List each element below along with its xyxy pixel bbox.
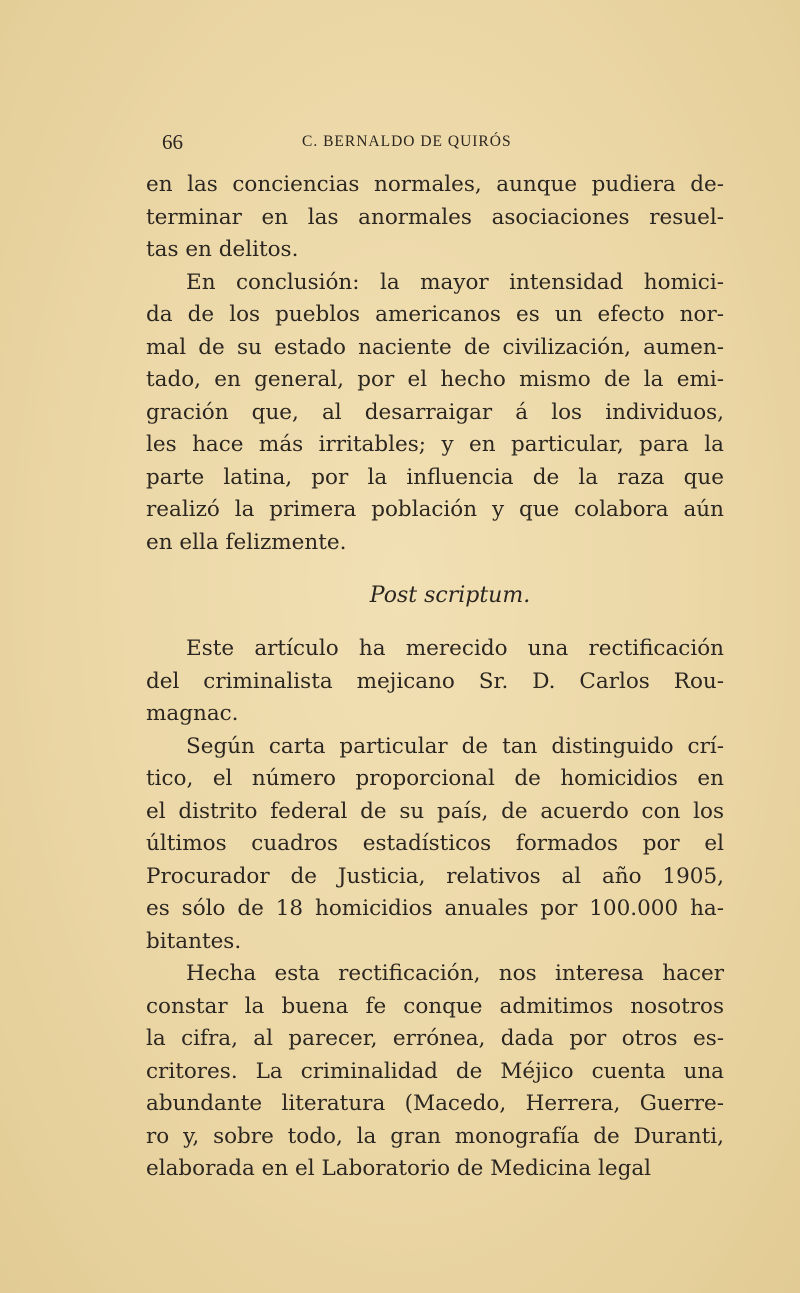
text-line: la cifra, al parecer, errónea, dada por otros es- [146,1026,724,1051]
text-line: En conclusión: la mayor intensidad homici- [186,269,724,295]
paragraph [146,267,724,560]
paragraph [146,731,724,959]
text-line: da de los pueblos americanos es un efecto nor- [146,302,724,327]
text-line: elaborada en el Laboratorio de Medicina legal [146,1156,652,1181]
text-line: parte latina, por la influencia de la raza que [146,464,724,490]
section-title: Post scriptum. [369,583,531,608]
text-line: terminar en las anormales asociaciones resuel- [146,204,724,230]
text-line: últimos cuadros estadísticos formados por el [146,831,724,856]
text-line: el distrito federal de su país, de acuerdo con los [146,798,724,824]
text-line: en ella felizmente. [146,529,347,555]
page-header [162,130,592,160]
text-line: mal de su estado naciente de civilización, aumen- [146,334,724,360]
text-line: bitantes. [146,928,242,954]
text-line: tas en delitos. [146,237,299,262]
paragraph [146,633,724,731]
page-number: 66 [162,130,183,154]
text-line: les hace más irritables; y en particular, para la [146,432,724,457]
text-line: es sólo de 18 homicidios anuales por 100.000 ha- [146,896,724,921]
running-head: C. BERNALDO DE QUIRÓS [302,133,512,150]
text-line: del criminalista mejicano Sr. D. Carlos Rou- [146,668,724,694]
text-line: tado, en general, por el hecho mismo de la emi- [146,367,724,392]
text-line: constar la buena fe conque admitimos nosotros [146,993,724,1019]
text-line: tico, el número proporcional de homicidios en [146,766,724,791]
text-line: en las conciencias normales, aunque pudiera de- [146,172,724,197]
text-line: abundante literatura (Macedo, Herrera, Guerre- [146,1091,724,1116]
body-text [146,169,724,1186]
text-line: realizó la primera población y que colabora aún [146,497,724,522]
text-line: Hecha esta rectificación, nos interesa hacer [186,961,724,986]
paragraph [146,958,724,1186]
text-line: gración que, al desarraigar á los individuos, [146,399,724,425]
text-line: magnac. [146,701,239,726]
paragraph [146,169,724,267]
text-line: ro y, sobre todo, la gran monografía de Duranti, [146,1123,724,1149]
text-line: Procurador de Justicia, relativos al año 1905, [146,863,724,889]
text-line: critores. La criminalidad de Méjico cuenta una [146,1058,724,1084]
text-line: Según carta particular de tan distinguido crí- [186,733,724,759]
text-line: Este artículo ha merecido una rectificación [186,636,724,661]
